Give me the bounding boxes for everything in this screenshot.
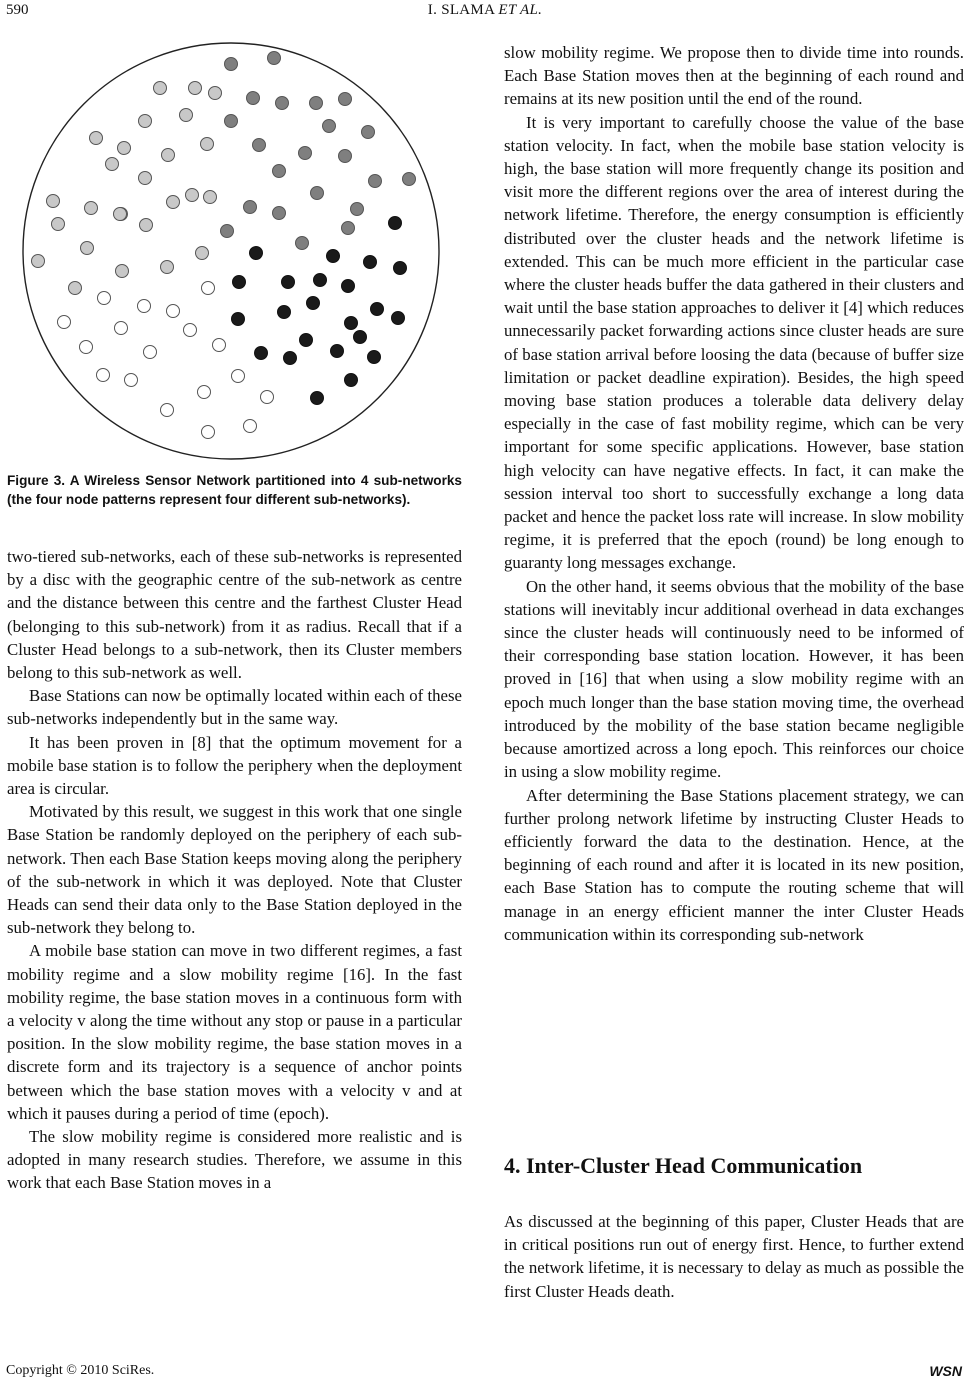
medium-node [273,207,286,220]
white-node [80,341,93,354]
light-node [47,195,60,208]
medium-node [323,120,336,133]
white-node [144,346,157,359]
dark-node [307,297,320,310]
dark-node [345,374,358,387]
medium-node [244,201,257,214]
medium-node [339,93,352,106]
running-title-etal: ET AL. [498,2,543,18]
white-node [202,426,215,439]
right-column [504,41,964,946]
white-node [198,386,211,399]
light-node [140,219,153,232]
light-node [161,261,174,274]
dark-node [371,303,384,316]
running-title [0,2,970,19]
left-paragraph-3: It has been proven in [8] that the optimum movement for a mobile base station is to follow the periphery when the deployment area is circular. [7,732,462,799]
light-node [118,142,131,155]
light-node [90,132,103,145]
light-node [167,196,180,209]
medium-node [311,187,324,200]
light-node [196,247,209,260]
right-paragraph-3: On the other hand, it seems obvious that the mobility of the base stations will inevitably incur additional overhead in data exchanges since the cluster heads will continuously need to be informed of their corresponding base station location. However, it has been proved in [16] that when using a slow mobility regime with an epoch much longer than the base station moving time, the overhead introduced by the mobility of the base station became negligible because amortized across a long epoch. This reinforces our choice in using a slow mobility regime. [504,576,964,782]
medium-node [225,58,238,71]
left-paragraph-4: Motivated by this result, we suggest in this work that one single Base Station be randomly deployed on the periphery of each sub-network. Then each Base Station keeps moving along the periphery of the sub-network in which it was deployed. Note that Cluster Heads can send their data only to the Base Station deployed in the sub-network they belong to. [7,802,462,938]
journal-abbreviation: WSN [929,1363,962,1379]
white-node [97,369,110,382]
medium-node [253,139,266,152]
dark-node [250,247,263,260]
medium-node [299,147,312,160]
left-paragraph-6: The slow mobility regime is considered more realistic and is adopted in many research studies. Therefore, we assume in this work that each Base Station moves in a [7,1127,462,1193]
medium-node [247,92,260,105]
medium-node [339,150,352,163]
white-node [232,370,245,383]
medium-node [403,173,416,186]
left-column [7,545,462,1195]
medium-node [273,165,286,178]
right-paragraph-2: It is very important to carefully choose the value of the base station velocity. In fact, when the mobile base station velocity is high, the base station will more frequently change its position and visit more the different regions over the area of interest during the network lifetime. Therefore, the energy consumption is efficiently distributed over the cluster heads and the network lifetime is extended. This can be much more efficient in the particular case where the cluster heads buffer the data gathered in their clusters and wait until the base station approaches to deliver it [4] which reduces unnecessarily packet forwarding actions since cluster heads are sure of base station arrival before loosing the data (because of buffer size limitation or packet deadline expiration). Besides, the high speed moving base station produces a tolerable data delivery delay especially in the case of fast mobility regime, which can be very important for some specific applications. However, base station high velocity can have negative effects. In fact, it can make the session interval too short to successfully exchange a long data packet and hence the packet loss rate will increase. In slow mobility regime, it is preferred that the epoch (round) be long enough to guaranty long messages exchange. [504,112,964,573]
dark-node [233,276,246,289]
light-node [139,172,152,185]
white-node [184,324,197,337]
dark-node [284,352,297,365]
right-paragraph-1: slow mobility regime. We propose then to divide time into rounds. Each Base Station moves then at the beginning of each round and remains at its new position until the end of the round. [504,43,964,109]
light-node [116,265,129,278]
dark-node [342,280,355,293]
dark-node [255,347,268,360]
light-node [204,191,217,204]
dark-node [282,276,295,289]
dark-node [392,312,405,325]
white-node [98,292,111,305]
medium-node [369,175,382,188]
white-node [58,316,71,329]
light-node [81,242,94,255]
white-node [261,391,274,404]
left-paragraph-1: two-tiered sub-networks, each of these sub-networks is represented by a disc with the geographic centre of the sub-network as centre and the distance between this centre and the farthest Cluster Head (belonging to this sub-network) from it as radius. Recall that if a Cluster Head belongs to a sub-network, then its Cluster members belong to this sub-network as well. [7,547,462,683]
light-node [52,218,65,231]
white-node [167,305,180,318]
dark-node [314,274,327,287]
light-node [114,208,127,221]
light-node [189,82,202,95]
dark-node [232,313,245,326]
white-node [202,282,215,295]
medium-node [268,52,281,65]
dark-node [311,392,324,405]
dark-node [300,334,313,347]
left-paragraph-5: A mobile base station can move in two different regimes, a fast mobility regime and a slow mobility regime [16]. In the fast mobility regime, the base station moves in a continuous form with a velocity v along the time without any stop or pause in a particular position. In the slow mobility regime, the base station moves in a discrete form and its trajectory is a sequence of anchor points between which the base station moves with a velocity v and at which it pauses during a period of time (epoch). [7,941,462,1123]
medium-node [362,126,375,139]
left-paragraph-2: Base Stations can now be optimally located within each of these sub-networks independently but in the same way. [7,686,462,729]
section-paragraph: As discussed at the beginning of this paper, Cluster Heads that are in critical positions run out of energy first. Hence, to further extend the network lifetime, it is necessary to delay as much as possible the first Cluster Heads death. [504,1212,964,1301]
page-number: 590 [6,2,29,18]
copyright-notice: Copyright © 2010 SciRes. [6,1363,155,1378]
dark-node [327,250,340,263]
section-body [504,1210,964,1303]
light-node [201,138,214,151]
medium-node [296,237,309,250]
light-node [69,282,82,295]
light-node [85,202,98,215]
light-node [139,115,152,128]
dark-node [368,351,381,364]
light-node [154,82,167,95]
right-paragraph-4: After determining the Base Stations placement strategy, we can further prolong network lifetime by instructing Cluster Heads to efficiently forward the data to the destination. Hence, at the beginning of each round and after it is located in its new position, each Base Station has to compute the routing scheme that will manage in an energy efficient manner the inter Cluster Heads communication within its corresponding sub-network [504,785,964,944]
dark-node [394,262,407,275]
dark-node [345,317,358,330]
light-node [162,149,175,162]
figure-caption: Figure 3. A Wireless Sensor Network partitioned into 4 sub-networks (the four node patterns represent four different sub-networks). [7,473,462,508]
medium-node [225,115,238,128]
light-node [180,109,193,122]
light-node [106,158,119,171]
white-node [244,420,257,433]
dark-node [278,306,291,319]
white-node [213,339,226,352]
medium-node [310,97,323,110]
medium-node [276,97,289,110]
section-heading: 4. Inter-Cluster Head Communication [504,1153,863,1178]
white-node [161,404,174,417]
dark-node [354,331,367,344]
dark-node [389,217,402,230]
light-node [186,189,199,202]
light-node [209,87,222,100]
running-title-authors: I. SLAMA [427,2,499,18]
light-node [32,255,45,268]
dark-node [331,345,344,358]
medium-node [342,222,355,235]
white-node [138,300,151,313]
dark-node [364,256,377,269]
medium-node [221,225,234,238]
white-node [115,322,128,335]
medium-node [351,203,364,216]
network-figure [20,40,442,462]
white-node [125,374,138,387]
